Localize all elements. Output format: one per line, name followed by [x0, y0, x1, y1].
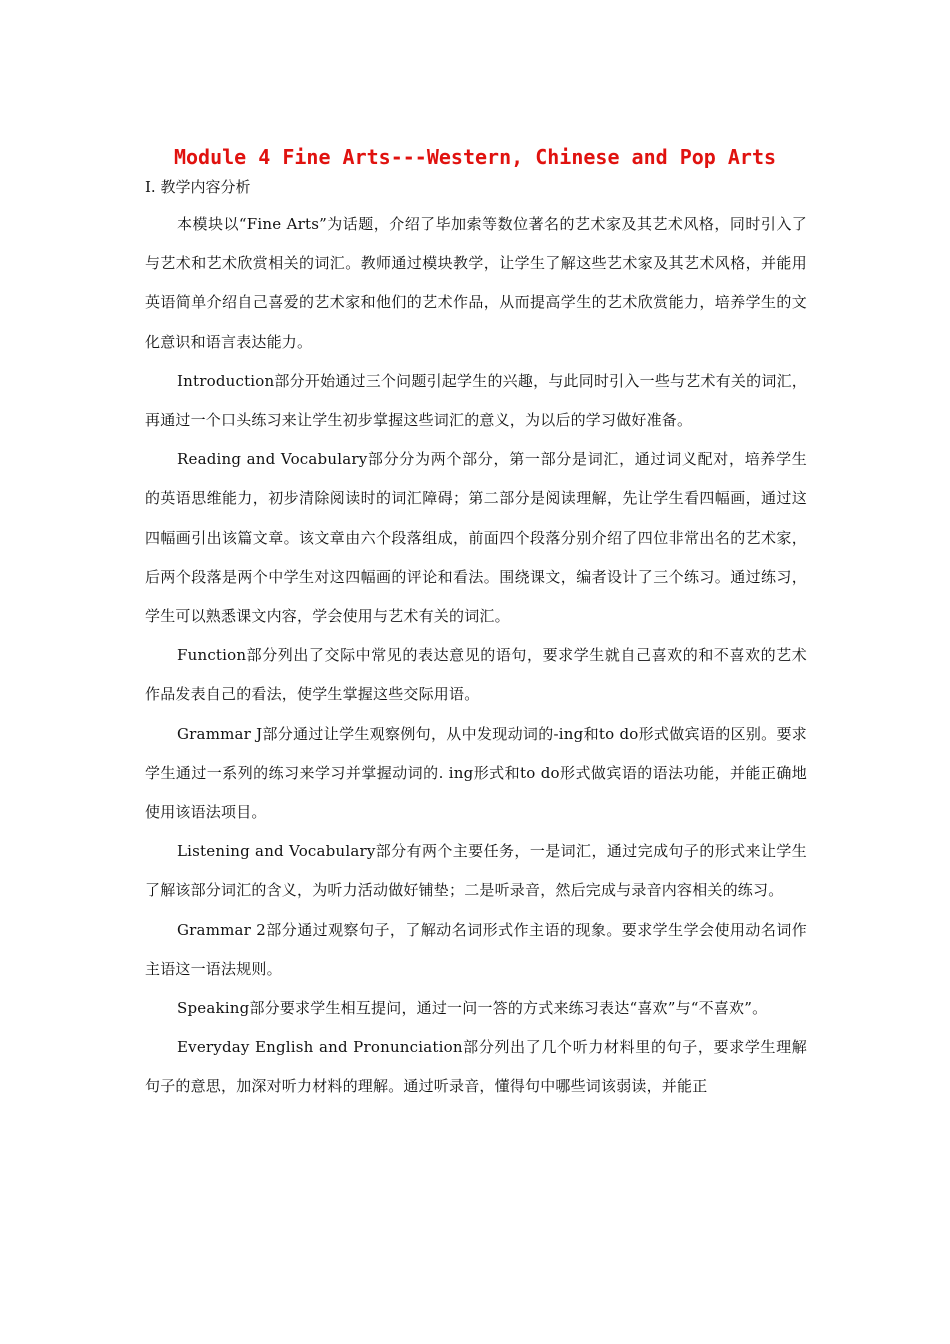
document-body: [145, 205, 807, 1107]
paragraph-speaking: Speaking部分要求学生相互提问，通过一问一答的方式来练习表达“喜欢”与“不喜欢”。: [177, 999, 768, 1018]
paragraph-listening-vocabulary: Listening and Vocabulary部分有两个主要任务，一是词汇，通过完成句子的形式来让学生了解该部分词汇的含义，为听力活动做好铺垫；二是听录音，然后完成与录音内容相关的练习。: [145, 842, 807, 900]
paragraph-introduction: Introduction部分开始通过三个问题引起学生的兴趣，与此同时引入一些与艺术有关的词汇，再通过一个口头练习来让学生初步掌握这些词汇的意义，为以后的学习做好准备。: [145, 371, 807, 430]
paragraph-function: Function部分列出了交际中常见的表达意见的语句，要求学生就自己喜欢的和不喜欢的艺术作品发表自己的看法，使学生掌握这些交际用语。: [145, 646, 807, 704]
paragraph-everyday-english: Everyday English and Pronunciation部分列出了几个听力材料里的句子，要求学生理解句子的意思，加深对听力材料的理解。通过听录音，懂得句中哪些词该弱读，并能正: [145, 1038, 807, 1096]
paragraph-overview: 本模块以“Fine Arts”为话题，介绍了毕加索等数位著名的艺术家及其艺术风格，同时引入了与艺术和艺术欣赏相关的词汇。教师通过模块教学，让学生了解这些艺术家及其艺术风格，并能用英语简单介绍自己喜爱的艺术家和他们的艺术作品，从而提高学生的艺术欣赏能力，培养学生的文化意识和语言表达能力。: [145, 215, 807, 351]
section-heading: I. 教学内容分析: [145, 178, 251, 196]
paragraph-reading-vocabulary: Reading and Vocabulary部分分为两个部分，第一部分是词汇，通过词义配对，培养学生的英语思维能力，初步清除阅读时的词汇障碍；第二部分是阅读理解，先让学生看四幅画，通过这四幅画引出该篇文章。该文章由六个段落组成，前面四个段落分别介绍了四位非常出名的艺术家，后两个段落是两个中学生对这四幅画的评论和看法。围绕课文，编者设计了三个练习。通过练习，学生可以熟悉课文内容，学会使用与艺术有关的词汇。: [145, 450, 807, 626]
paragraph-grammar-1: Grammar J部分通过让学生观察例句，从中发现动词的-ing和to do形式做宾语的区别。要求学生通过一系列的练习来学习并掌握动词的. ing形式和to do形式做宾语的语法功能，并能正确地使用该语法项目。: [145, 724, 807, 822]
document-title: Module 4 Fine Arts---Western, Chinese and Pop Arts: [173, 145, 777, 169]
paragraph-grammar-2: Grammar 2部分通过观察句子，了解动名词形式作主语的现象。要求学生学会使用动名词作主语这一语法规则。: [145, 920, 807, 978]
